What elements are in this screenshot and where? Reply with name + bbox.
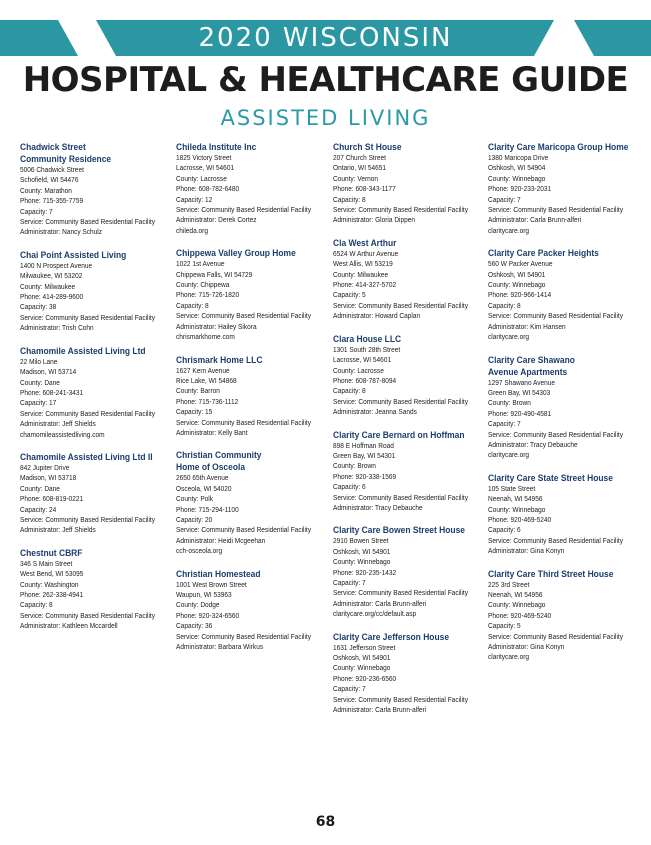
header-banner xyxy=(0,20,651,56)
facility-entry xyxy=(176,247,324,342)
facility-detail: Service: Community Based Residential Facility xyxy=(20,408,156,418)
facility-detail: chamomileassistedliving.com xyxy=(20,429,105,439)
facility-detail: Administrator: Jeff Shields xyxy=(20,525,96,535)
facility-name: Chai Point Assisted Living xyxy=(20,249,127,260)
facility-entry xyxy=(488,472,636,557)
facility-name: Clarity Care Shawano xyxy=(488,354,575,365)
facility-name: Clara House LLC xyxy=(333,333,402,344)
facility-entry xyxy=(488,354,636,461)
facility-name: Chrismark Home LLC xyxy=(176,354,263,365)
facility-entry xyxy=(20,451,168,536)
facility-entry xyxy=(176,449,324,556)
facility-detail: 1297 Shawano Avenue xyxy=(488,377,556,387)
facility-entry xyxy=(333,429,481,514)
facility-detail: West Bend, WI 53095 xyxy=(20,569,84,579)
facility-detail: Capacity: 5 xyxy=(488,621,521,631)
facility-detail: County: Winnebago xyxy=(488,280,546,290)
facility-detail: County: Marathon xyxy=(20,185,72,195)
facility-detail: 1631 Jefferson Street xyxy=(333,642,396,652)
facility-detail: Administrator: Kim Hansen xyxy=(488,321,566,331)
facility-detail: Phone: 920-469-5240 xyxy=(488,514,552,524)
facility-detail: County: Lacrosse xyxy=(176,173,227,183)
facility-detail: 1301 South 28th Street xyxy=(333,344,401,354)
facility-detail: 2910 Bowen Street xyxy=(333,536,389,546)
facility-detail: claritycare.org xyxy=(488,450,530,460)
facility-entry xyxy=(333,333,481,418)
facility-detail: Capacity: 8 xyxy=(176,300,209,310)
facility-detail: Administrator: Carla Brunn-alferi xyxy=(488,215,582,225)
facility-detail: County: Brown xyxy=(333,461,376,471)
page-number: 68 xyxy=(315,814,336,830)
facility-detail: 842 Jupiter Drive xyxy=(20,462,70,472)
facility-detail: County: Brown xyxy=(488,398,531,408)
facility-detail: Capacity: 20 xyxy=(176,514,213,524)
facility-detail: Phone: 920-236-6560 xyxy=(333,673,397,683)
facility-detail: claritycare.org/cc/default.asp xyxy=(333,609,417,619)
facility-detail: Service: Community Based Residential Facility xyxy=(176,417,312,427)
facility-detail: Oshkosh, WI 54901 xyxy=(488,269,546,279)
facility-name: Chamomile Assisted Living Ltd xyxy=(20,345,146,356)
facility-detail: Phone: 608-782-6480 xyxy=(176,184,240,194)
facility-detail: Administrator: Gina Konyn xyxy=(488,546,565,556)
facility-detail: Phone: 920-235-1432 xyxy=(333,567,397,577)
facility-detail: County: Barron xyxy=(176,386,220,396)
facility-detail: Service: Community Based Residential Facility xyxy=(176,311,312,321)
facility-detail: Service: Community Based Residential Facility xyxy=(333,300,469,310)
facility-name: Chileda Institute Inc xyxy=(176,142,257,152)
facility-detail: Chippewa Falls, WI 54729 xyxy=(176,269,253,279)
page-title: HOSPITAL & HEALTHCARE GUIDE xyxy=(22,60,629,100)
facility-detail: Administrator: Gina Konyn xyxy=(488,642,565,652)
facility-detail: 1825 Victory Street xyxy=(176,153,232,162)
facility-detail: Osceola, WI 54020 xyxy=(176,483,232,493)
facility-detail: Capacity: 8 xyxy=(488,300,521,310)
facility-detail: chrismarkhome.com xyxy=(176,332,235,342)
facility-name: Church St House xyxy=(333,142,402,152)
facility-detail: Phone: 414-327-5702 xyxy=(333,280,397,290)
facility-detail: Phone: 715-294-1100 xyxy=(176,504,239,514)
facility-detail: 6524 W Arthur Avenue xyxy=(333,248,399,258)
listing-column xyxy=(20,141,168,643)
facility-detail: Administrator: Gloria Dippen xyxy=(333,215,416,225)
facility-detail: Rice Lake, WI 54868 xyxy=(176,375,237,385)
facility-detail: Service: Community Based Residential Facility xyxy=(20,514,156,524)
facility-detail: Administrator: Heidi Mcgeehan xyxy=(176,535,266,545)
facility-detail: Capacity: 15 xyxy=(176,407,213,417)
facility-detail: Capacity: 38 xyxy=(20,302,57,312)
facility-detail: Capacity: 7 xyxy=(488,419,521,429)
facility-detail: chileda.org xyxy=(176,225,208,235)
facility-detail: claritycare.org xyxy=(488,332,530,342)
facility-name: Clarity Care Maricopa Group Home xyxy=(488,142,629,152)
facility-detail: Service: Community Based Residential Facility xyxy=(488,205,624,215)
facility-name: Chamomile Assisted Living Ltd II xyxy=(20,451,153,462)
facility-detail: Phone: 920-324-6560 xyxy=(176,610,240,620)
facility-detail: Oshkosh, WI 54904 xyxy=(488,163,546,173)
facility-detail: Service: Community Based Residential Facility xyxy=(488,535,624,545)
facility-detail: claritycare.org xyxy=(488,225,530,235)
facility-detail: Service: Community Based Residential Facility xyxy=(488,631,624,641)
facility-detail: Administrator: Tracy Debauche xyxy=(488,439,578,449)
facility-detail: 22 Milo Lane xyxy=(20,356,58,366)
facility-detail: Administrator: Nancy Schulz xyxy=(20,227,103,237)
facility-name: Chippewa Valley Group Home xyxy=(176,248,296,259)
facility-detail: Service: Community Based Residential Facility xyxy=(176,205,312,215)
facility-detail: Phone: 920-966-1414 xyxy=(488,290,552,300)
facility-detail: Oshkosh, WI 54901 xyxy=(333,546,391,556)
facility-name: Cla West Arthur xyxy=(333,237,397,248)
facility-detail: Service: Community Based Residential Facility xyxy=(176,631,312,641)
facility-detail: Administrator: Barbara Wirkus xyxy=(176,642,264,652)
facility-detail: Phone: 414-289-9600 xyxy=(20,292,84,302)
facility-detail: 346 S Main Street xyxy=(20,558,73,568)
facility-detail: Milwaukee, WI 53202 xyxy=(20,271,83,281)
facility-detail: Capacity: 7 xyxy=(488,194,521,204)
facility-detail: Phone: 920-338-1569 xyxy=(333,471,397,481)
facility-entry xyxy=(20,141,168,238)
facility-entry xyxy=(488,141,636,236)
facility-name: Community Residence xyxy=(20,154,112,164)
facility-detail: Lacrosse, WI 54601 xyxy=(176,163,235,173)
facility-detail: 5006 Chadwick Street xyxy=(20,165,84,174)
facility-detail: Neenah, WI 54956 xyxy=(488,590,543,599)
facility-detail: Waupun, WI 53963 xyxy=(176,590,232,599)
facility-name: Home of Osceola xyxy=(176,462,246,473)
facility-detail: Administrator: Carla Brunn-alferi xyxy=(333,705,427,715)
facility-detail: Phone: 608-343-1177 xyxy=(333,184,396,194)
facility-detail: County: Dane xyxy=(20,377,60,387)
facility-detail: Service: Community Based Residential Facility xyxy=(333,694,469,704)
facility-detail: Service: Community Based Residential Facility xyxy=(20,217,156,227)
facility-detail: Administrator: Trish Cohn xyxy=(20,323,94,333)
facility-detail: Service: Community Based Residential Facility xyxy=(488,311,624,321)
facility-detail: Service: Community Based Residential Facility xyxy=(20,312,156,322)
facility-detail: Administrator: Howard Caplan xyxy=(333,311,421,321)
facility-detail: claritycare.org xyxy=(488,652,530,662)
facility-detail: Phone: 608-787-8094 xyxy=(333,375,397,385)
facility-detail: County: Polk xyxy=(176,494,214,504)
facility-entry xyxy=(176,354,324,439)
facility-entry xyxy=(333,237,481,322)
facility-name: Avenue Apartments xyxy=(488,366,568,377)
facility-detail: Madison, WI 53714 xyxy=(20,367,77,377)
facility-detail: Administrator: Jeanna Sands xyxy=(333,407,417,417)
facility-detail: Service: Community Based Residential Facility xyxy=(333,588,469,598)
facility-detail: County: Winnebago xyxy=(488,504,546,514)
facility-detail: County: Chippewa xyxy=(176,280,230,290)
facility-detail: Administrator: Hailey Sikora xyxy=(176,321,257,331)
facility-name: Christian Community xyxy=(176,450,262,461)
facility-detail: Service: Community Based Residential Facility xyxy=(20,610,156,620)
facility-entry xyxy=(176,141,324,236)
facility-detail: Administrator: Carla Brunn-alferi xyxy=(333,598,427,608)
facility-detail: Phone: 920-490-4581 xyxy=(488,408,552,418)
facility-detail: 898 E Hoffman Road xyxy=(333,440,394,450)
facility-detail: County: Dodge xyxy=(176,600,220,610)
facility-detail: Administrator: Kelly Bant xyxy=(176,427,248,437)
facility-detail: 2650 65th Avenue xyxy=(176,473,229,483)
facility-name: Christian Homestead xyxy=(176,568,261,579)
facility-detail: Service: Community Based Residential Facility xyxy=(333,396,469,406)
banner-title: 2020 WISCONSIN xyxy=(198,23,453,53)
facility-name: Clarity Care State Street House xyxy=(488,472,613,483)
facility-detail: Administrator: Jeff Shields xyxy=(20,419,96,429)
facility-detail: County: Lacrosse xyxy=(333,365,384,375)
facility-detail: 207 Church Street xyxy=(333,153,387,162)
facility-detail: Oshkosh, WI 54901 xyxy=(333,653,391,663)
facility-detail: Capacity: 24 xyxy=(20,504,57,514)
facility-detail: Phone: 715-736-1112 xyxy=(176,396,239,406)
facility-detail: Capacity: 5 xyxy=(333,290,366,300)
facility-detail: Neenah, WI 54956 xyxy=(488,494,543,504)
facility-detail: Schofield, WI 54476 xyxy=(20,175,79,185)
facility-detail: Phone: 608-819-0221 xyxy=(20,494,84,504)
facility-detail: County: Dane xyxy=(20,483,60,493)
facility-detail: Administrator: Derek Cortez xyxy=(176,215,257,225)
facility-entry xyxy=(333,631,481,716)
facility-detail: 1001 West Brown Street xyxy=(176,579,247,589)
facility-detail: Green Bay, WI 54301 xyxy=(333,450,396,460)
facility-name: Clarity Care Third Street House xyxy=(488,568,614,579)
facility-detail: County: Winnebago xyxy=(488,600,546,610)
facility-detail: Capacity: 6 xyxy=(333,482,366,492)
facility-detail: County: Winnebago xyxy=(488,173,546,183)
facility-entry xyxy=(333,141,481,226)
facility-detail: Capacity: 7 xyxy=(20,206,53,216)
facility-name: Chadwick Street xyxy=(20,142,86,152)
facility-detail: 105 State Street xyxy=(488,483,536,493)
listing-column xyxy=(488,141,636,674)
facility-detail: Phone: 608-241-3431 xyxy=(20,387,84,397)
facility-detail: Capacity: 8 xyxy=(333,194,366,204)
facility-detail: Green Bay, WI 54303 xyxy=(488,387,551,397)
facility-detail: 1022 1st Avenue xyxy=(176,259,225,269)
facility-detail: Phone: 920-469-5240 xyxy=(488,610,552,620)
facility-detail: County: Milwaukee xyxy=(333,269,389,279)
facility-detail: Service: Community Based Residential Facility xyxy=(333,492,469,502)
facility-entry xyxy=(488,568,636,663)
facility-detail: 1627 Kern Avenue xyxy=(176,365,230,375)
facility-name: Clarity Care Bowen Street House xyxy=(333,525,466,536)
facility-detail: 1400 N Prospect Avenue xyxy=(20,260,93,270)
facility-detail: Lacrosse, WI 54601 xyxy=(333,355,392,365)
facility-detail: Phone: 715-726-1820 xyxy=(176,290,240,300)
facility-detail: Service: Community Based Residential Facility xyxy=(488,429,624,439)
facility-detail: Capacity: 17 xyxy=(20,398,57,408)
facility-detail: Phone: 262-338-4941 xyxy=(20,590,84,599)
facility-entry xyxy=(333,524,481,619)
facility-detail: Capacity: 12 xyxy=(176,194,213,204)
facility-name: Chestnut CBRF xyxy=(20,547,83,558)
listing-column xyxy=(176,141,324,663)
facility-detail: Capacity: 7 xyxy=(333,578,366,587)
facility-detail: Phone: 715-355-7759 xyxy=(20,196,84,206)
facility-detail: Madison, WI 53718 xyxy=(20,473,77,483)
facility-detail: cch-osceola.org xyxy=(176,546,223,556)
facility-name: Clarity Care Packer Heights xyxy=(488,248,599,259)
facility-detail: County: Winnebago xyxy=(333,663,391,673)
facility-detail: West Allis, WI 53219 xyxy=(333,259,393,269)
facility-detail: Capacity: 36 xyxy=(176,621,213,631)
facility-detail: Capacity: 8 xyxy=(20,600,53,610)
facility-detail: 560 W Packer Avenue xyxy=(488,259,553,269)
facility-detail: County: Winnebago xyxy=(333,557,391,567)
facility-detail: County: Milwaukee xyxy=(20,281,76,291)
facility-entry xyxy=(488,247,636,342)
listing-columns xyxy=(0,141,651,811)
facility-detail: County: Vernon xyxy=(333,173,379,183)
listing-column xyxy=(333,141,481,726)
facility-detail: County: Washington xyxy=(20,579,79,589)
facility-detail: Service: Community Based Residential Facility xyxy=(333,205,469,215)
facility-detail: 1380 Maricopa Drive xyxy=(488,153,549,162)
facility-detail: Service: Community Based Residential Facility xyxy=(176,525,312,535)
facility-detail: 225 3rd Street xyxy=(488,579,530,589)
facility-name: Clarity Care Bernard on Hoffman xyxy=(333,429,465,440)
facility-detail: Capacity: 8 xyxy=(333,386,366,396)
facility-detail: Capacity: 6 xyxy=(488,525,521,535)
facility-detail: Ontario, WI 54651 xyxy=(333,163,387,173)
facility-detail: Phone: 920-233-2031 xyxy=(488,184,552,194)
facility-entry xyxy=(20,345,168,440)
facility-name: Clarity Care Jefferson House xyxy=(333,631,450,642)
facility-detail: Capacity: 7 xyxy=(333,684,366,694)
facility-entry xyxy=(176,568,324,653)
facility-entry xyxy=(20,249,168,334)
section-title: ASSISTED LIVING xyxy=(220,106,431,130)
facility-detail: Administrator: Tracy Debauche xyxy=(333,502,423,512)
facility-entry xyxy=(20,547,168,632)
facility-detail: Administrator: Kathleen Mccardell xyxy=(20,621,118,631)
